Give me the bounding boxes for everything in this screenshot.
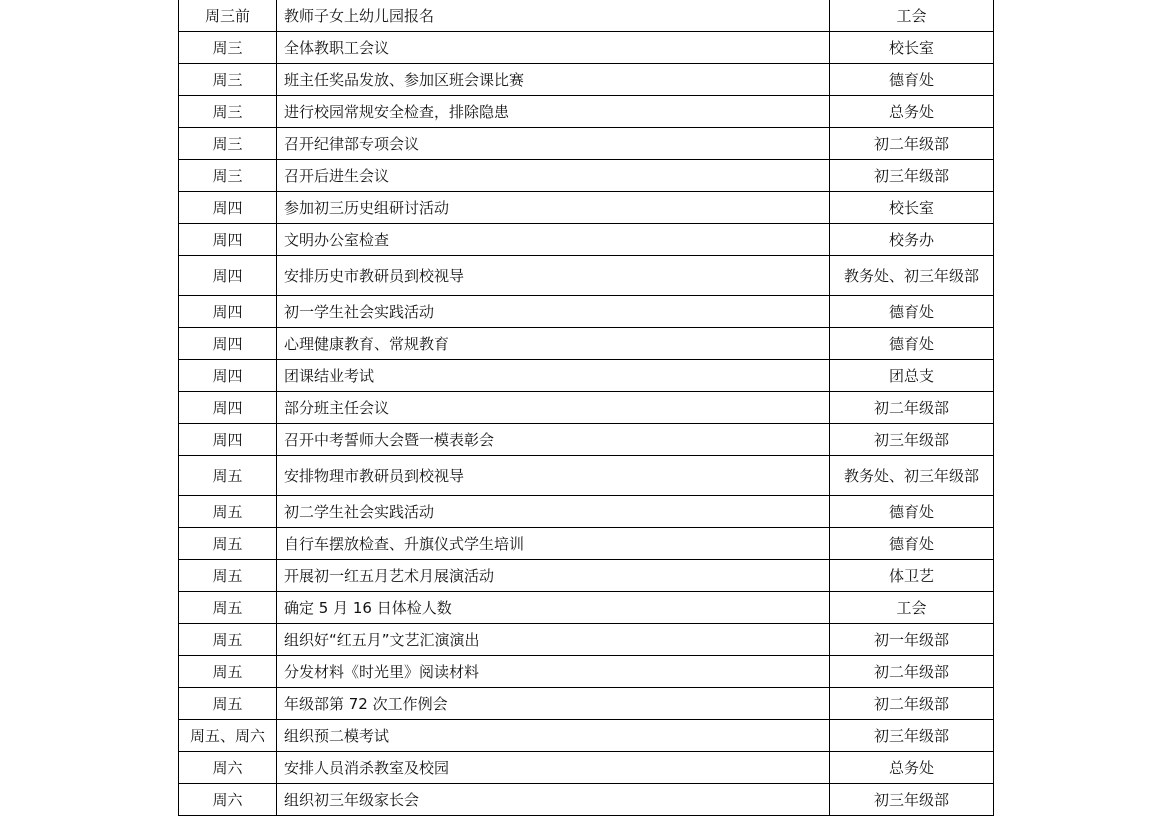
task-cell: 进行校园常规安全检查，排除隐患 <box>277 96 830 128</box>
day-cell: 周四 <box>179 256 277 296</box>
table-row <box>179 224 994 256</box>
day-cell: 周四 <box>179 224 277 256</box>
schedule-table <box>178 0 994 816</box>
department-cell: 工会 <box>830 0 994 32</box>
table-row <box>179 128 994 160</box>
department-cell: 校长室 <box>830 192 994 224</box>
day-cell: 周五 <box>179 560 277 592</box>
task-cell: 开展初一红五月艺术月展演活动 <box>277 560 830 592</box>
task-cell: 召开纪律部专项会议 <box>277 128 830 160</box>
day-cell: 周五、周六 <box>179 720 277 752</box>
department-cell: 初二年级部 <box>830 656 994 688</box>
department-cell: 德育处 <box>830 328 994 360</box>
department-cell: 总务处 <box>830 96 994 128</box>
department-cell: 初二年级部 <box>830 128 994 160</box>
task-cell: 自行车摆放检查、升旗仪式学生培训 <box>277 528 830 560</box>
day-cell: 周四 <box>179 328 277 360</box>
day-cell: 周五 <box>179 496 277 528</box>
department-cell: 初一年级部 <box>830 624 994 656</box>
task-cell: 安排人员消杀教室及校园 <box>277 752 830 784</box>
department-cell: 初二年级部 <box>830 688 994 720</box>
day-cell: 周三 <box>179 128 277 160</box>
day-cell: 周六 <box>179 784 277 816</box>
department-cell: 初三年级部 <box>830 160 994 192</box>
department-cell: 初二年级部 <box>830 392 994 424</box>
day-cell: 周四 <box>179 392 277 424</box>
table-row <box>179 160 994 192</box>
table-row <box>179 784 994 816</box>
task-cell: 部分班主任会议 <box>277 392 830 424</box>
table-row <box>179 752 994 784</box>
department-cell: 工会 <box>830 592 994 624</box>
table-row <box>179 528 994 560</box>
task-cell: 初一学生社会实践活动 <box>277 296 830 328</box>
department-cell: 初三年级部 <box>830 424 994 456</box>
table-row <box>179 592 994 624</box>
day-cell: 周三 <box>179 96 277 128</box>
day-cell: 周五 <box>179 624 277 656</box>
department-cell: 德育处 <box>830 64 994 96</box>
day-cell: 周三前 <box>179 0 277 32</box>
table-row <box>179 688 994 720</box>
day-cell: 周三 <box>179 160 277 192</box>
table-row <box>179 624 994 656</box>
task-cell: 教师子女上幼儿园报名 <box>277 0 830 32</box>
day-cell: 周三 <box>179 32 277 64</box>
department-cell: 德育处 <box>830 528 994 560</box>
day-cell: 周四 <box>179 296 277 328</box>
table-row <box>179 560 994 592</box>
department-cell: 校长室 <box>830 32 994 64</box>
table-row <box>179 32 994 64</box>
task-cell: 组织初三年级家长会 <box>277 784 830 816</box>
department-cell: 校务办 <box>830 224 994 256</box>
department-cell: 德育处 <box>830 296 994 328</box>
task-cell: 初二学生社会实践活动 <box>277 496 830 528</box>
table-row <box>179 456 994 496</box>
table-row <box>179 296 994 328</box>
task-cell: 团课结业考试 <box>277 360 830 392</box>
department-cell: 总务处 <box>830 752 994 784</box>
day-cell: 周四 <box>179 424 277 456</box>
table-row <box>179 256 994 296</box>
table-row <box>179 328 994 360</box>
task-cell: 年级部第 72 次工作例会 <box>277 688 830 720</box>
table-row <box>179 720 994 752</box>
department-cell: 教务处、初三年级部 <box>830 256 994 296</box>
table-row <box>179 360 994 392</box>
day-cell: 周五 <box>179 528 277 560</box>
day-cell: 周六 <box>179 752 277 784</box>
task-cell: 安排历史市教研员到校视导 <box>277 256 830 296</box>
day-cell: 周四 <box>179 192 277 224</box>
day-cell: 周五 <box>179 456 277 496</box>
task-cell: 召开中考誓师大会暨一模表彰会 <box>277 424 830 456</box>
department-cell: 教务处、初三年级部 <box>830 456 994 496</box>
task-cell: 安排物理市教研员到校视导 <box>277 456 830 496</box>
task-cell: 分发材料《时光里》阅读材料 <box>277 656 830 688</box>
task-cell: 文明办公室检查 <box>277 224 830 256</box>
table-row <box>179 0 994 32</box>
table-row <box>179 424 994 456</box>
table-row <box>179 192 994 224</box>
department-cell: 初三年级部 <box>830 720 994 752</box>
task-cell: 参加初三历史组研讨活动 <box>277 192 830 224</box>
task-cell: 班主任奖品发放、参加区班会课比赛 <box>277 64 830 96</box>
table-row <box>179 64 994 96</box>
task-cell: 全体教职工会议 <box>277 32 830 64</box>
department-cell: 体卫艺 <box>830 560 994 592</box>
task-cell: 确定 5 月 16 日体检人数 <box>277 592 830 624</box>
task-cell: 组织预二模考试 <box>277 720 830 752</box>
day-cell: 周五 <box>179 592 277 624</box>
day-cell: 周三 <box>179 64 277 96</box>
day-cell: 周五 <box>179 656 277 688</box>
day-cell: 周五 <box>179 688 277 720</box>
table-row <box>179 392 994 424</box>
task-cell: 心理健康教育、常规教育 <box>277 328 830 360</box>
table-row <box>179 656 994 688</box>
task-cell: 召开后进生会议 <box>277 160 830 192</box>
day-cell: 周四 <box>179 360 277 392</box>
department-cell: 团总支 <box>830 360 994 392</box>
department-cell: 初三年级部 <box>830 784 994 816</box>
table-row <box>179 96 994 128</box>
task-cell: 组织好“红五月”文艺汇演演出 <box>277 624 830 656</box>
department-cell: 德育处 <box>830 496 994 528</box>
table-row <box>179 496 994 528</box>
